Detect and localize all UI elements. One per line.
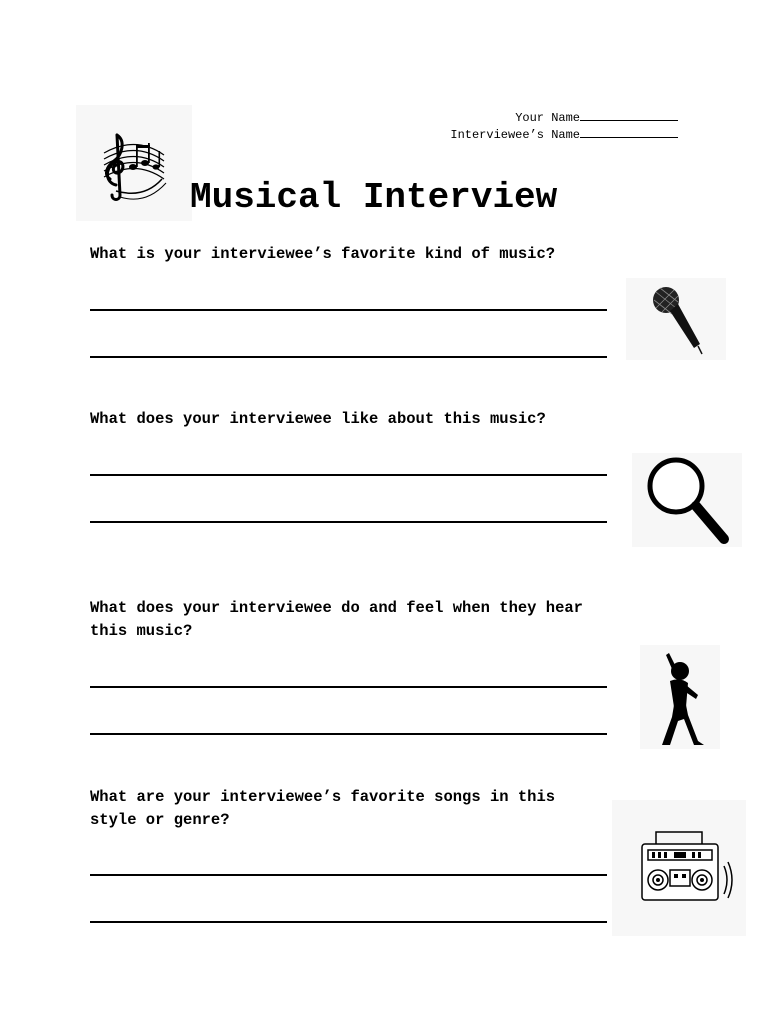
question-4: What are your interviewee’s favorite songs in this style or genre? <box>90 788 556 829</box>
answer-line[interactable] <box>90 521 607 523</box>
question-2: What does your interviewee like about this music? <box>90 410 546 428</box>
question-3: What does your interviewee do and feel when they hear this music? <box>90 599 583 640</box>
answer-line[interactable] <box>90 356 607 358</box>
magnifying-glass-icon <box>632 453 742 547</box>
answer-line[interactable] <box>90 874 607 876</box>
microphone-icon <box>626 278 726 360</box>
boombox-icon <box>612 800 746 936</box>
question-1: What is your interviewee’s favorite kind of music? <box>90 245 556 263</box>
answer-line[interactable] <box>90 474 607 476</box>
page-title: Musical Interview <box>190 177 558 218</box>
interviewee-name-label: Interviewee’s Name <box>450 128 580 142</box>
interviewee-name-blank[interactable] <box>580 125 678 138</box>
answer-line[interactable] <box>90 309 607 311</box>
interviewee-name-field[interactable] <box>436 109 678 143</box>
dancer-icon <box>640 645 720 749</box>
music-notes-icon <box>76 105 192 221</box>
your-name-label: Your Name <box>515 111 580 125</box>
answer-line[interactable] <box>90 686 607 688</box>
answer-line[interactable] <box>90 733 607 735</box>
answer-line[interactable] <box>90 921 607 923</box>
